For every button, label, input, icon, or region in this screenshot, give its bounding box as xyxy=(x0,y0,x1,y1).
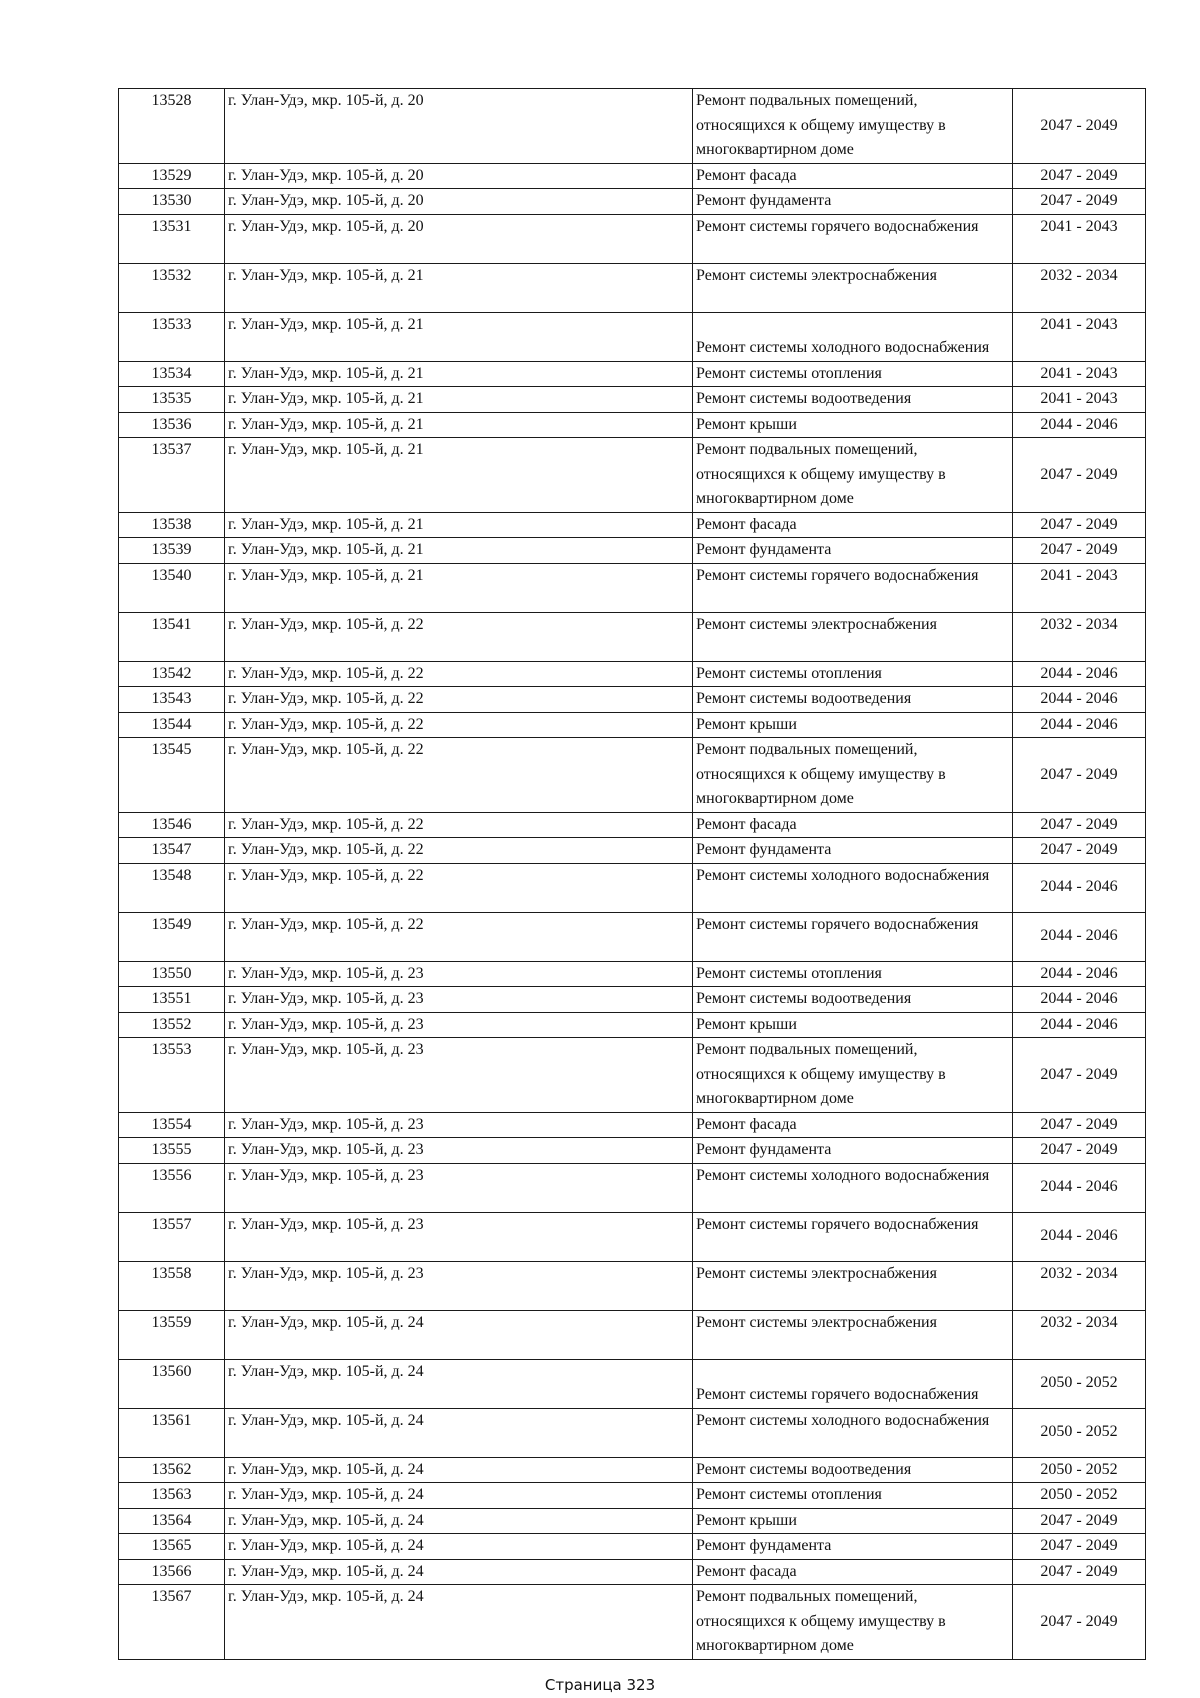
row-id: 13560 xyxy=(119,1359,225,1408)
row-id: 13551 xyxy=(119,987,225,1013)
row-id: 13535 xyxy=(119,387,225,413)
table-row xyxy=(119,1012,1146,1038)
row-address: г. Улан-Удэ, мкр. 105-й, д. 24 xyxy=(225,1310,693,1359)
row-address: г. Улан-Удэ, мкр. 105-й, д. 22 xyxy=(225,712,693,738)
table-row xyxy=(119,1408,1146,1457)
row-address: г. Улан-Удэ, мкр. 105-й, д. 24 xyxy=(225,1508,693,1534)
row-period: 2050 - 2052 xyxy=(1013,1408,1146,1457)
row-period: 2047 - 2049 xyxy=(1013,1508,1146,1534)
row-id: 13553 xyxy=(119,1038,225,1113)
row-id: 13554 xyxy=(119,1112,225,1138)
row-address: г. Улан-Удэ, мкр. 105-й, д. 23 xyxy=(225,1038,693,1113)
table-row xyxy=(119,1163,1146,1212)
row-id: 13541 xyxy=(119,612,225,661)
row-work-type: Ремонт крыши xyxy=(693,712,1013,738)
row-work-type: Ремонт фундамента xyxy=(693,1138,1013,1164)
row-id: 13550 xyxy=(119,961,225,987)
row-address: г. Улан-Удэ, мкр. 105-й, д. 24 xyxy=(225,1457,693,1483)
row-period: 2044 - 2046 xyxy=(1013,412,1146,438)
row-id: 13536 xyxy=(119,412,225,438)
table-row xyxy=(119,687,1146,713)
row-address: г. Улан-Удэ, мкр. 105-й, д. 21 xyxy=(225,563,693,612)
row-id: 13529 xyxy=(119,163,225,189)
table-row xyxy=(119,361,1146,387)
repair-schedule-table xyxy=(118,88,1146,1660)
row-period: 2032 - 2034 xyxy=(1013,612,1146,661)
row-work-type: Ремонт системы водоотведения xyxy=(693,1457,1013,1483)
row-address: г. Улан-Удэ, мкр. 105-й, д. 23 xyxy=(225,1163,693,1212)
row-period: 2041 - 2043 xyxy=(1013,387,1146,413)
row-period: 2047 - 2049 xyxy=(1013,738,1146,813)
row-id: 13543 xyxy=(119,687,225,713)
row-work-type: Ремонт системы горячего водоснабжения xyxy=(693,1359,1013,1408)
row-id: 13539 xyxy=(119,538,225,564)
row-id: 13530 xyxy=(119,189,225,215)
row-address: г. Улан-Удэ, мкр. 105-й, д. 22 xyxy=(225,863,693,912)
row-address: г. Улан-Удэ, мкр. 105-й, д. 22 xyxy=(225,838,693,864)
row-period: 2047 - 2049 xyxy=(1013,538,1146,564)
row-period: 2047 - 2049 xyxy=(1013,1138,1146,1164)
row-work-type: Ремонт системы горячего водоснабжения xyxy=(693,912,1013,961)
row-period: 2047 - 2049 xyxy=(1013,189,1146,215)
row-work-type: Ремонт системы водоотведения xyxy=(693,987,1013,1013)
row-work-type: Ремонт системы электроснабжения xyxy=(693,1310,1013,1359)
table-row xyxy=(119,612,1146,661)
row-address: г. Улан-Удэ, мкр. 105-й, д. 23 xyxy=(225,987,693,1013)
table-row xyxy=(119,1112,1146,1138)
table-row xyxy=(119,987,1146,1013)
row-period: 2050 - 2052 xyxy=(1013,1457,1146,1483)
row-period: 2047 - 2049 xyxy=(1013,812,1146,838)
row-id: 13538 xyxy=(119,512,225,538)
row-period: 2047 - 2049 xyxy=(1013,1112,1146,1138)
row-id: 13567 xyxy=(119,1585,225,1660)
row-period: 2044 - 2046 xyxy=(1013,687,1146,713)
row-work-type: Ремонт подвальных помещений, относящихся к общему имуществу в многоквартирном доме xyxy=(693,1038,1013,1113)
row-period: 2047 - 2049 xyxy=(1013,163,1146,189)
table-row xyxy=(119,412,1146,438)
row-work-type: Ремонт подвальных помещений, относящихся к общему имуществу в многоквартирном доме xyxy=(693,89,1013,164)
table-row xyxy=(119,1261,1146,1310)
row-period: 2044 - 2046 xyxy=(1013,987,1146,1013)
row-address: г. Улан-Удэ, мкр. 105-й, д. 23 xyxy=(225,1212,693,1261)
table-row xyxy=(119,1212,1146,1261)
table-row xyxy=(119,1457,1146,1483)
row-id: 13540 xyxy=(119,563,225,612)
row-work-type: Ремонт системы электроснабжения xyxy=(693,263,1013,312)
row-work-type: Ремонт фасада xyxy=(693,1559,1013,1585)
row-work-type: Ремонт фасада xyxy=(693,1112,1013,1138)
table-row xyxy=(119,438,1146,513)
row-id: 13565 xyxy=(119,1534,225,1560)
row-period: 2044 - 2046 xyxy=(1013,863,1146,912)
row-work-type: Ремонт фундамента xyxy=(693,538,1013,564)
row-work-type: Ремонт крыши xyxy=(693,412,1013,438)
row-period: 2041 - 2043 xyxy=(1013,563,1146,612)
row-id: 13556 xyxy=(119,1163,225,1212)
row-work-type: Ремонт крыши xyxy=(693,1012,1013,1038)
row-id: 13563 xyxy=(119,1483,225,1509)
row-address: г. Улан-Удэ, мкр. 105-й, д. 24 xyxy=(225,1559,693,1585)
row-id: 13552 xyxy=(119,1012,225,1038)
row-address: г. Улан-Удэ, мкр. 105-й, д. 23 xyxy=(225,1112,693,1138)
row-work-type: Ремонт системы отопления xyxy=(693,661,1013,687)
page-footer xyxy=(0,1676,1200,1694)
row-period: 2044 - 2046 xyxy=(1013,1163,1146,1212)
row-address: г. Улан-Удэ, мкр. 105-й, д. 20 xyxy=(225,189,693,215)
table-row xyxy=(119,1359,1146,1408)
row-work-type: Ремонт системы горячего водоснабжения xyxy=(693,1212,1013,1261)
table-row xyxy=(119,387,1146,413)
row-period: 2050 - 2052 xyxy=(1013,1359,1146,1408)
row-id: 13566 xyxy=(119,1559,225,1585)
table-row xyxy=(119,189,1146,215)
row-work-type: Ремонт системы горячего водоснабжения xyxy=(693,563,1013,612)
row-work-type: Ремонт фундамента xyxy=(693,189,1013,215)
table-body xyxy=(119,89,1146,1660)
table-row xyxy=(119,912,1146,961)
row-id: 13548 xyxy=(119,863,225,912)
row-period: 2047 - 2049 xyxy=(1013,838,1146,864)
table-row xyxy=(119,712,1146,738)
row-id: 13562 xyxy=(119,1457,225,1483)
row-work-type: Ремонт системы отопления xyxy=(693,961,1013,987)
row-id: 13546 xyxy=(119,812,225,838)
row-work-type: Ремонт системы водоотведения xyxy=(693,687,1013,713)
row-period: 2044 - 2046 xyxy=(1013,912,1146,961)
row-period: 2047 - 2049 xyxy=(1013,89,1146,164)
row-period: 2041 - 2043 xyxy=(1013,312,1146,361)
row-address: г. Улан-Удэ, мкр. 105-й, д. 22 xyxy=(225,738,693,813)
table-row xyxy=(119,1138,1146,1164)
row-period: 2047 - 2049 xyxy=(1013,1585,1146,1660)
row-address: г. Улан-Удэ, мкр. 105-й, д. 21 xyxy=(225,361,693,387)
row-id: 13537 xyxy=(119,438,225,513)
row-id: 13532 xyxy=(119,263,225,312)
row-period: 2047 - 2049 xyxy=(1013,1559,1146,1585)
table-row xyxy=(119,738,1146,813)
table-row xyxy=(119,838,1146,864)
row-work-type: Ремонт фасада xyxy=(693,163,1013,189)
table-row xyxy=(119,1585,1146,1660)
row-address: г. Улан-Удэ, мкр. 105-й, д. 21 xyxy=(225,438,693,513)
row-address: г. Улан-Удэ, мкр. 105-й, д. 22 xyxy=(225,687,693,713)
row-address: г. Улан-Удэ, мкр. 105-й, д. 21 xyxy=(225,263,693,312)
row-address: г. Улан-Удэ, мкр. 105-й, д. 20 xyxy=(225,214,693,263)
row-id: 13547 xyxy=(119,838,225,864)
row-address: г. Улан-Удэ, мкр. 105-й, д. 22 xyxy=(225,612,693,661)
row-id: 13561 xyxy=(119,1408,225,1457)
table-row xyxy=(119,163,1146,189)
row-address: г. Улан-Удэ, мкр. 105-й, д. 24 xyxy=(225,1408,693,1457)
row-work-type: Ремонт подвальных помещений, относящихся к общему имуществу в многоквартирном доме xyxy=(693,1585,1013,1660)
row-period: 2032 - 2034 xyxy=(1013,1310,1146,1359)
row-address: г. Улан-Удэ, мкр. 105-й, д. 24 xyxy=(225,1359,693,1408)
row-id: 13531 xyxy=(119,214,225,263)
row-address: г. Улан-Удэ, мкр. 105-й, д. 24 xyxy=(225,1585,693,1660)
row-period: 2044 - 2046 xyxy=(1013,1212,1146,1261)
row-period: 2044 - 2046 xyxy=(1013,961,1146,987)
row-work-type: Ремонт системы отопления xyxy=(693,361,1013,387)
table-row xyxy=(119,538,1146,564)
row-period: 2047 - 2049 xyxy=(1013,512,1146,538)
table-row xyxy=(119,1038,1146,1113)
table-row xyxy=(119,863,1146,912)
row-address: г. Улан-Удэ, мкр. 105-й, д. 23 xyxy=(225,1261,693,1310)
row-period: 2047 - 2049 xyxy=(1013,1534,1146,1560)
row-id: 13534 xyxy=(119,361,225,387)
row-address: г. Улан-Удэ, мкр. 105-й, д. 21 xyxy=(225,412,693,438)
row-address: г. Улан-Удэ, мкр. 105-й, д. 23 xyxy=(225,961,693,987)
table-row xyxy=(119,563,1146,612)
table-row xyxy=(119,1310,1146,1359)
row-address: г. Улан-Удэ, мкр. 105-й, д. 20 xyxy=(225,163,693,189)
table-row xyxy=(119,512,1146,538)
row-work-type: Ремонт системы электроснабжения xyxy=(693,612,1013,661)
row-address: г. Улан-Удэ, мкр. 105-й, д. 24 xyxy=(225,1534,693,1560)
row-id: 13545 xyxy=(119,738,225,813)
table-row xyxy=(119,214,1146,263)
row-work-type: Ремонт системы холодного водоснабжения xyxy=(693,1408,1013,1457)
table-row xyxy=(119,1559,1146,1585)
table-row xyxy=(119,1483,1146,1509)
row-address: г. Улан-Удэ, мкр. 105-й, д. 24 xyxy=(225,1483,693,1509)
row-id: 13559 xyxy=(119,1310,225,1359)
row-id: 13557 xyxy=(119,1212,225,1261)
row-address: г. Улан-Удэ, мкр. 105-й, д. 22 xyxy=(225,661,693,687)
row-id: 13558 xyxy=(119,1261,225,1310)
row-address: г. Улан-Удэ, мкр. 105-й, д. 20 xyxy=(225,89,693,164)
row-id: 13549 xyxy=(119,912,225,961)
row-period: 2041 - 2043 xyxy=(1013,214,1146,263)
row-id: 13542 xyxy=(119,661,225,687)
row-period: 2044 - 2046 xyxy=(1013,661,1146,687)
row-period: 2044 - 2046 xyxy=(1013,712,1146,738)
row-address: г. Улан-Удэ, мкр. 105-й, д. 23 xyxy=(225,1138,693,1164)
table-row xyxy=(119,312,1146,361)
row-work-type: Ремонт системы холодного водоснабжения xyxy=(693,863,1013,912)
row-work-type: Ремонт системы холодного водоснабжения xyxy=(693,1163,1013,1212)
row-id: 13533 xyxy=(119,312,225,361)
row-address: г. Улан-Удэ, мкр. 105-й, д. 21 xyxy=(225,387,693,413)
row-address: г. Улан-Удэ, мкр. 105-й, д. 22 xyxy=(225,912,693,961)
table-row xyxy=(119,263,1146,312)
table-row xyxy=(119,661,1146,687)
row-period: 2032 - 2034 xyxy=(1013,263,1146,312)
row-id: 13528 xyxy=(119,89,225,164)
row-id: 13564 xyxy=(119,1508,225,1534)
page-number: Страница 323 xyxy=(544,1676,656,1694)
row-period: 2032 - 2034 xyxy=(1013,1261,1146,1310)
row-period: 2047 - 2049 xyxy=(1013,438,1146,513)
row-id: 13555 xyxy=(119,1138,225,1164)
row-address: г. Улан-Удэ, мкр. 105-й, д. 23 xyxy=(225,1012,693,1038)
table-row xyxy=(119,812,1146,838)
table-row xyxy=(119,961,1146,987)
row-address: г. Улан-Удэ, мкр. 105-й, д. 22 xyxy=(225,812,693,838)
row-address: г. Улан-Удэ, мкр. 105-й, д. 21 xyxy=(225,312,693,361)
row-work-type: Ремонт фундамента xyxy=(693,838,1013,864)
row-work-type: Ремонт системы горячего водоснабжения xyxy=(693,214,1013,263)
row-period: 2047 - 2049 xyxy=(1013,1038,1146,1113)
table-row xyxy=(119,1508,1146,1534)
row-work-type: Ремонт фундамента xyxy=(693,1534,1013,1560)
row-work-type: Ремонт системы холодного водоснабжения xyxy=(693,312,1013,361)
row-work-type: Ремонт подвальных помещений, относящихся к общему имуществу в многоквартирном доме xyxy=(693,438,1013,513)
row-address: г. Улан-Удэ, мкр. 105-й, д. 21 xyxy=(225,512,693,538)
table-row xyxy=(119,1534,1146,1560)
row-work-type: Ремонт системы отопления xyxy=(693,1483,1013,1509)
row-address: г. Улан-Удэ, мкр. 105-й, д. 21 xyxy=(225,538,693,564)
row-period: 2041 - 2043 xyxy=(1013,361,1146,387)
row-work-type: Ремонт крыши xyxy=(693,1508,1013,1534)
row-period: 2044 - 2046 xyxy=(1013,1012,1146,1038)
row-work-type: Ремонт системы водоотведения xyxy=(693,387,1013,413)
row-id: 13544 xyxy=(119,712,225,738)
table-row xyxy=(119,89,1146,164)
row-work-type: Ремонт подвальных помещений, относящихся к общему имуществу в многоквартирном доме xyxy=(693,738,1013,813)
row-work-type: Ремонт фасада xyxy=(693,812,1013,838)
row-work-type: Ремонт фасада xyxy=(693,512,1013,538)
row-period: 2050 - 2052 xyxy=(1013,1483,1146,1509)
row-work-type: Ремонт системы электроснабжения xyxy=(693,1261,1013,1310)
